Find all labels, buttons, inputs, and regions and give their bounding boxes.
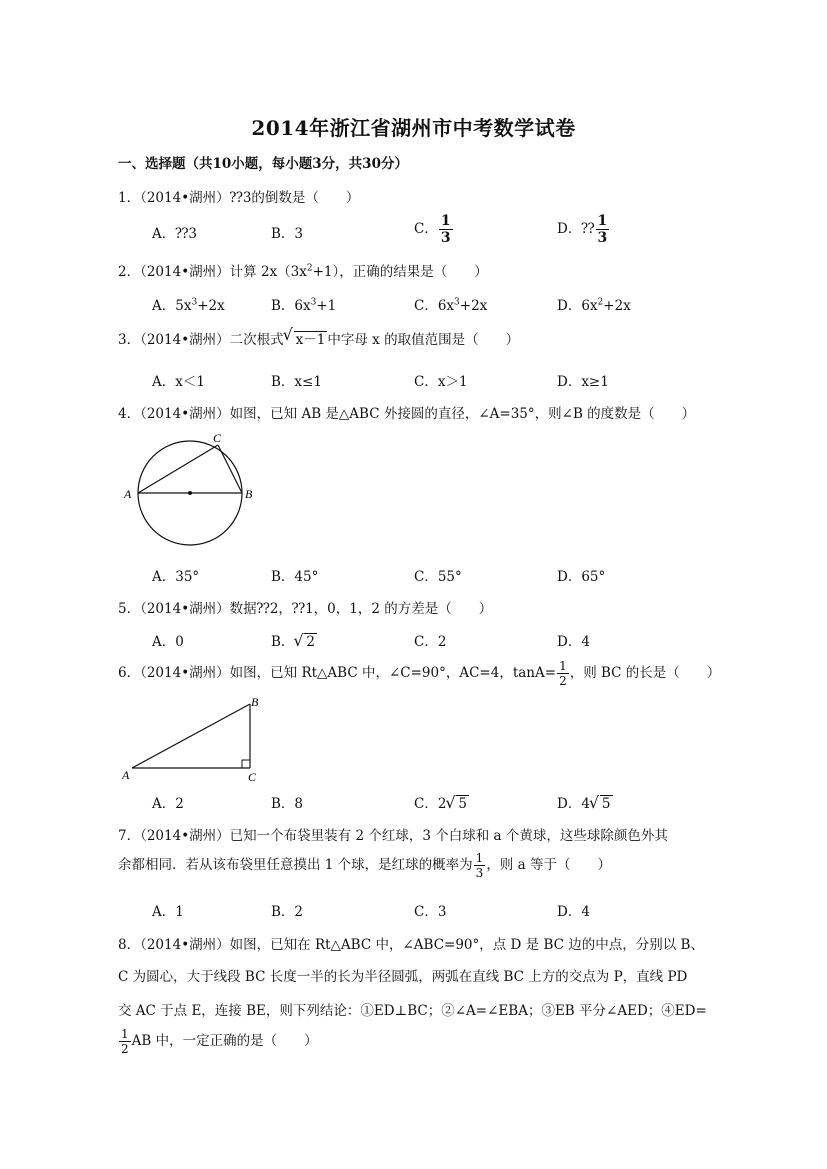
- fraction: $\frac{1}{2}$: [559, 659, 567, 688]
- q6-option-c: C．2√ 5: [414, 792, 469, 812]
- q3-option-b: B．x≤1: [271, 374, 322, 390]
- label-a: A: [122, 768, 130, 782]
- question-7-line-2: 余都相同．若从该布袋里任意摸出 1 个球，是红球的概率为 $\frac{1}{3}$ ，则 a 等于（ ）: [118, 851, 611, 880]
- circle-triangle-figure: [118, 428, 268, 568]
- q7-option-d: D．4: [557, 904, 590, 920]
- q5-option-d: D．4: [557, 634, 590, 650]
- q7-option-a: A．1: [152, 904, 184, 920]
- page-title: 2014年浙江省湖州市中考数学试卷: [251, 116, 576, 140]
- q4-option-d: D．65°: [557, 569, 606, 585]
- square-root: √ 5: [590, 796, 613, 812]
- square-root: √ 5: [446, 796, 469, 812]
- q6-option-b: B．8: [271, 796, 304, 812]
- question-6-stem: 6．（2014•湖州）如图，已知 Rt△ABC 中，∠C=90°，AC=4，tanA= $\frac{1}{2}$ ，则 BC 的长是（ ）: [118, 659, 721, 688]
- label-c: C: [248, 770, 257, 784]
- fraction: $\frac{1}{3}$: [597, 213, 608, 246]
- section-heading: 一、选择题（共10小题，每小题3分，共30分）: [118, 156, 408, 172]
- center-point: [188, 491, 192, 495]
- q2-option-c: C．$6x^3+2x$: [414, 297, 488, 314]
- question-3-stem: 3．（2014•湖州）二次根式√ x－1 中字母 x 的取值范围是（ ）: [118, 328, 519, 348]
- right-angle-mark: [242, 760, 250, 768]
- q4-option-a: A．35°: [152, 569, 200, 585]
- q2-option-a: A．$5x^3+2x$: [152, 297, 225, 314]
- square-root: √ 2: [294, 634, 317, 650]
- question-7-line-1: 7．（2014•湖州）已知一个布袋里装有 2 个红球，3 个白球和 a 个黄球，这些球除颜色外其: [118, 828, 668, 844]
- q3-option-a: A．x＜1: [152, 374, 205, 390]
- q3-option-d: D．x≥1: [557, 374, 609, 390]
- q3-option-c: C．x＞1: [414, 374, 468, 390]
- q5-option-a: A．0: [152, 634, 184, 650]
- question-5-stem: 5．（2014•湖州）数据⁇2，⁇1，0，1，2 的方差是（ ）: [118, 601, 493, 617]
- q2-option-d: D．$6x^2+2x$: [557, 297, 631, 314]
- q1-option-b: B．3: [271, 226, 304, 242]
- right-triangle-figure: [118, 690, 278, 790]
- q6-option-a: A．2: [152, 796, 184, 812]
- question-2-stem: 2．（2014•湖州）计算 $2x(3x^2+1)$，正确的结果是（ ）: [118, 263, 488, 280]
- question-8-line-3: 交 AC 于点 E，连接 BE，则下列结论：①ED⊥BC；②∠A=∠EBA；③EB 平分∠AED；④ED=: [118, 1003, 707, 1019]
- fraction: $\frac{1}{2}$: [121, 1027, 129, 1056]
- q7-option-b: B．2: [271, 904, 304, 920]
- q7-option-c: C．3: [414, 904, 447, 920]
- side-ac: [138, 445, 218, 493]
- label-a: A: [124, 487, 132, 501]
- question-1-stem: 1．（2014•湖州）⁇3的倒数是（ ）: [118, 190, 360, 206]
- fraction: $\frac{1}{3}$: [475, 851, 484, 880]
- q1-option-d: [557, 214, 610, 245]
- question-4-stem: 4．（2014•湖州）如图，已知 AB 是△ABC 外接圆的直径，∠A=35°，则∠B 的度数是（ ）: [118, 406, 696, 422]
- q1-option-c: [414, 214, 454, 245]
- label-b: B: [251, 695, 259, 709]
- label-c: C: [213, 431, 222, 445]
- q1-option-a: A．⁇3: [152, 226, 198, 242]
- question-8-line-4: $\frac{1}{2}$ AB 中，一定正确的是（ ）: [121, 1027, 318, 1056]
- label-b: B: [245, 487, 253, 501]
- question-8-line-1: 8．（2014•湖州）如图，已知在 Rt△ABC 中，∠ABC=90°，点 D 是 BC 边的中点，分别以 B、: [118, 937, 704, 953]
- q2-option-b: B．$6x^3+1$: [271, 297, 337, 314]
- side-bc: [218, 445, 242, 493]
- square-root: √ x－1: [284, 328, 328, 348]
- side-ab: [132, 704, 250, 768]
- q6-option-d: D．4√ 5: [557, 792, 613, 812]
- q1-option-d-label: D．⁇: [557, 221, 595, 237]
- fraction: $\frac{1}{3}$: [440, 213, 451, 246]
- question-8-line-2: C 为圆心，大于线段 BC 长度一半的长为半径圆弧，两弧在直线 BC 上方的交点为 P，直线 PD: [118, 969, 688, 985]
- q5-option-c: C．2: [414, 634, 447, 650]
- q4-option-b: B．45°: [271, 569, 319, 585]
- q4-option-c: C．55°: [414, 569, 462, 585]
- q1-option-c-label: C．: [414, 221, 438, 237]
- q5-option-b: B．√ 2: [271, 630, 317, 650]
